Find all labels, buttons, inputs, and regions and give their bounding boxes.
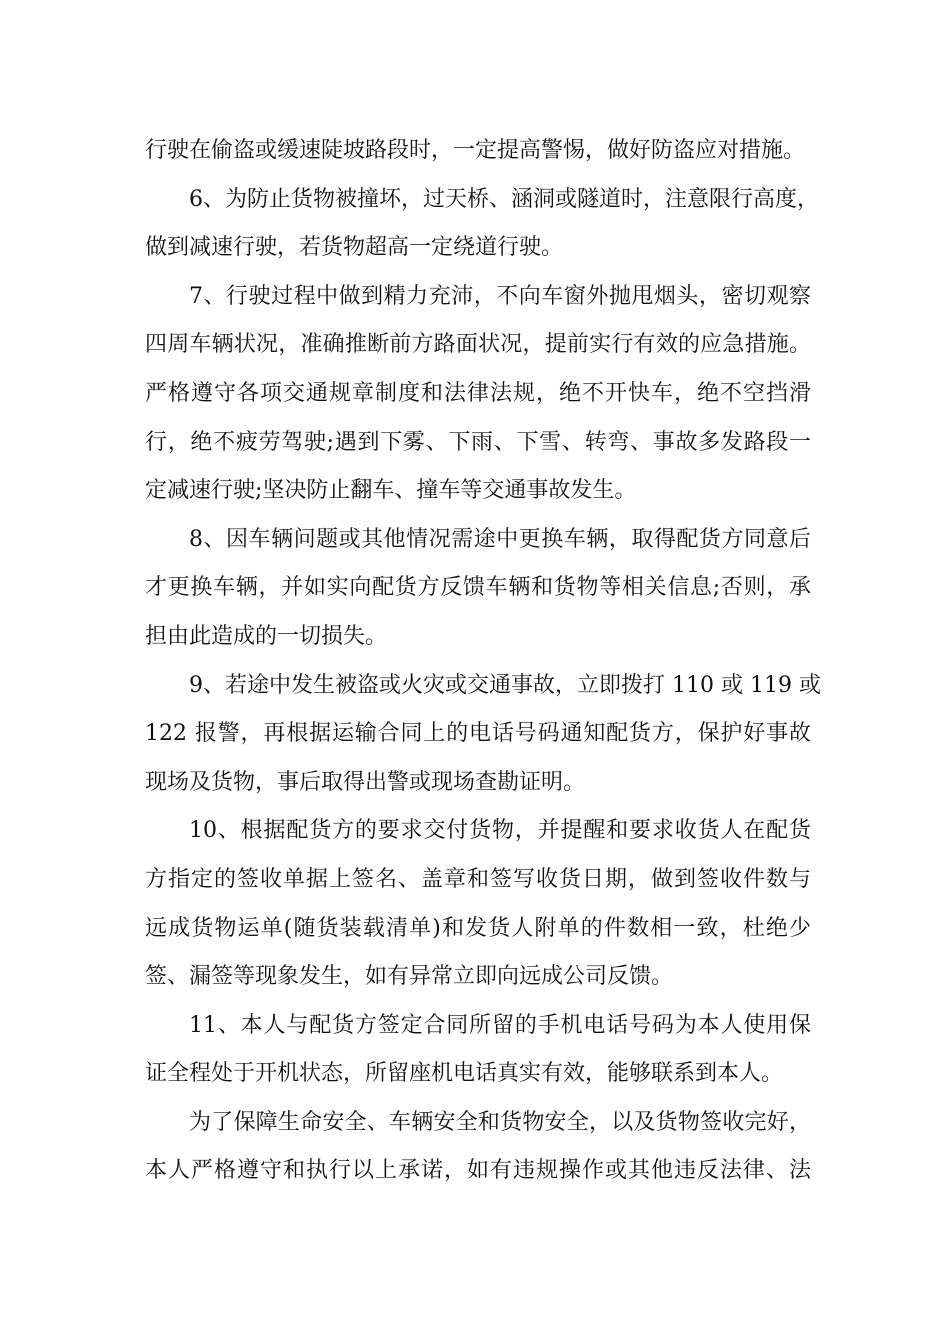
text-line: 定减速行驶;坚决防止翻车、撞车等交通事故发生。 xyxy=(145,478,637,504)
text-line: 为了保障生命安全、车辆安全和货物安全，以及货物签收完好， xyxy=(189,1109,811,1135)
text-line: 方指定的签收单据上签名、盖章和签写收货日期，做到签收件数与 xyxy=(145,866,811,892)
text-line: 证全程处于开机状态，所留座机电话真实有效，能够联系到本人。 xyxy=(145,1061,784,1087)
text-line: 7、行驶过程中做到精力充沛，不向车窗外抛甩烟头，密切观察 xyxy=(189,283,811,309)
document-body xyxy=(145,127,821,1196)
text-line: 现场及货物，事后取得出警或现场查勘证明。 xyxy=(145,769,586,795)
text-line: 本人严格遵守和执行以上承诺，如有违规操作或其他违反法律、法 xyxy=(145,1158,811,1184)
text-line: 行，绝不疲劳驾驶;遇到下雾、下雨、下雪、转弯、事故多发路段一 xyxy=(145,429,811,455)
text-line: 担由此造成的一切损失。 xyxy=(145,623,388,649)
text-line: 做到减速行驶，若货物超高一定绕道行驶。 xyxy=(145,235,564,261)
text-line: 8、因车辆问题或其他情况需途中更换车辆，取得配货方同意后 xyxy=(189,526,811,552)
text-line: 行驶在偷盗或缓速陡坡路段时，一定提高警惕，做好防盗应对措施。 xyxy=(145,138,806,163)
text-line: 签、漏签等现象发生，如有异常立即向远成公司反馈。 xyxy=(145,964,674,990)
text-line: 6、为防止货物被撞坏，过天桥、涵洞或隧道时，注意限行高度， xyxy=(189,186,819,212)
text-line: 四周车辆状况，准确推断前方路面状况，提前实行有效的应急措施。 xyxy=(145,332,811,358)
text-line: 10、根据配货方的要求交付货物，并提醒和要求收货人在配货 xyxy=(189,818,811,844)
text-line: 11、本人与配货方签定合同所留的手机电话号码为本人使用保 xyxy=(189,1012,811,1038)
text-line: 9、若途中发生被盗或火灾或交通事故，立即拨打 110 或 119 或 xyxy=(189,672,821,698)
text-line: 才更换车辆，并如实向配货方反馈车辆和货物等相关信息;否则，承 xyxy=(145,575,811,601)
text-line: 远成货物运单(随货装载清单)和发货人附单的件数相一致，杜绝少 xyxy=(145,915,811,941)
text-line: 严格遵守各项交通规章制度和法律法规，绝不开快车，绝不空挡滑 xyxy=(145,380,811,406)
text-line: 122 报警，再根据运输合同上的电话号码通知配货方，保护好事故 xyxy=(145,721,811,747)
